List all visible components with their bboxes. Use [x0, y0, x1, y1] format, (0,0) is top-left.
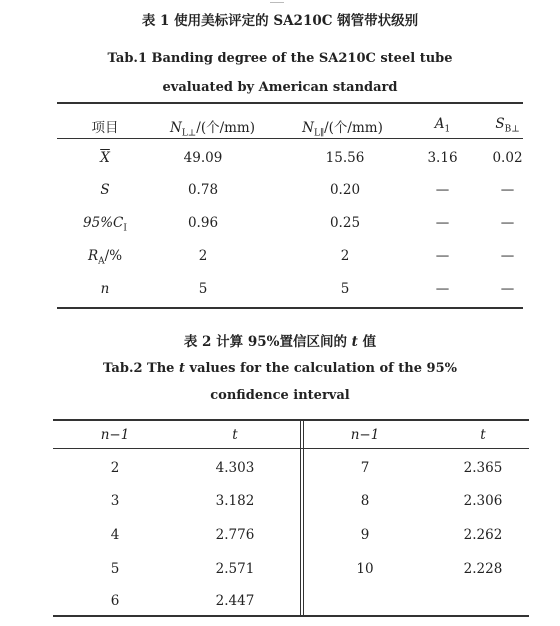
- cell-t: 4.303: [215, 460, 255, 476]
- cell-n: 5: [110, 561, 120, 577]
- row-label-ra: $R_A/\%$: [87, 248, 123, 267]
- row-label-mean: $\overline{X}$: [100, 150, 110, 166]
- cell-value: 0.02: [492, 150, 523, 166]
- cell-value: —: [500, 182, 515, 198]
- table2-divider-right: [303, 420, 304, 616]
- table2-caption-en-line2: confidence interval: [210, 388, 350, 403]
- cell-value: —: [500, 281, 515, 297]
- cell-n: 2: [110, 460, 120, 476]
- cell-n: 3: [110, 493, 120, 509]
- cell-t: 2.306: [463, 493, 503, 509]
- cell-value: 3.16: [427, 150, 458, 166]
- cell-t: 3.182: [215, 493, 255, 509]
- cell-value: 5: [340, 281, 350, 297]
- cell-t: 2.262: [463, 527, 503, 543]
- table1-header-item: 项目: [91, 120, 119, 136]
- cell-t: 2.228: [463, 561, 503, 577]
- cell-value: —: [435, 248, 450, 264]
- table1-caption-cn: 表 1 使用美标评定的 SA210C 钢管带状级别: [141, 13, 419, 29]
- table1-header-nl-perp: $N_{L\perp}/$(个/mm): [170, 120, 255, 139]
- table1-header-sb: $S_{B\perp}$: [495, 116, 520, 135]
- table1-header-a1: $A_1$: [434, 116, 451, 135]
- row-label-n: n: [100, 281, 110, 297]
- header-t-left: t: [232, 427, 238, 443]
- cell-value: 0.96: [187, 215, 219, 231]
- page-top-mark: [270, 2, 284, 3]
- cell-value: 0.78: [187, 182, 219, 198]
- cell-value: —: [435, 215, 450, 231]
- cell-n: 9: [360, 527, 370, 543]
- cell-value: —: [435, 182, 450, 198]
- cell-n: 8: [360, 493, 370, 509]
- cell-value: —: [435, 281, 450, 297]
- table1-caption-en-line2: evaluated by American standard: [162, 80, 398, 95]
- row-label-s: S: [100, 182, 110, 198]
- cell-value: 49.09: [183, 150, 223, 166]
- cell-value: —: [500, 215, 515, 231]
- table1-top-rule: [57, 102, 523, 104]
- table1-bottom-rule: [57, 307, 523, 309]
- table2-divider-left: [300, 420, 301, 616]
- cell-n: 6: [110, 593, 120, 609]
- table2-top-rule: [53, 419, 529, 421]
- header-n-minus-1-right: n−1: [350, 427, 380, 443]
- table1-header-nl-parallel: $N_{L\parallel}/$(个/mm): [302, 120, 383, 139]
- table2-bottom-rule: [53, 615, 529, 617]
- header-t-right: t: [480, 427, 486, 443]
- cell-value: 15.56: [325, 150, 365, 166]
- table2-caption-cn: 表 2 计算 95%置信区间的 t 值: [183, 334, 377, 350]
- table1-caption-en-line1: Tab.1 Banding degree of the SA210C steel tube: [107, 51, 453, 66]
- cell-t: 2.447: [215, 593, 255, 609]
- cell-value: 5: [198, 281, 208, 297]
- cell-n: 10: [356, 561, 374, 577]
- table2-header-rule: [53, 448, 529, 449]
- table2-caption-en-line1: Tab.2 The t values for the calculation of the 95%: [103, 361, 457, 376]
- cell-value: 0.25: [329, 215, 361, 231]
- header-n-minus-1-left: n−1: [100, 427, 130, 443]
- cell-value: 2: [198, 248, 208, 264]
- cell-t: 2.571: [215, 561, 255, 577]
- cell-value: 2: [340, 248, 350, 264]
- row-label-ci: $95\%C_I$: [83, 215, 127, 234]
- cell-t: 2.776: [215, 527, 255, 543]
- cell-value: —: [500, 248, 515, 264]
- cell-value: 0.20: [329, 182, 361, 198]
- cell-n: 4: [110, 527, 120, 543]
- cell-n: 7: [360, 460, 370, 476]
- cell-t: 2.365: [463, 460, 503, 476]
